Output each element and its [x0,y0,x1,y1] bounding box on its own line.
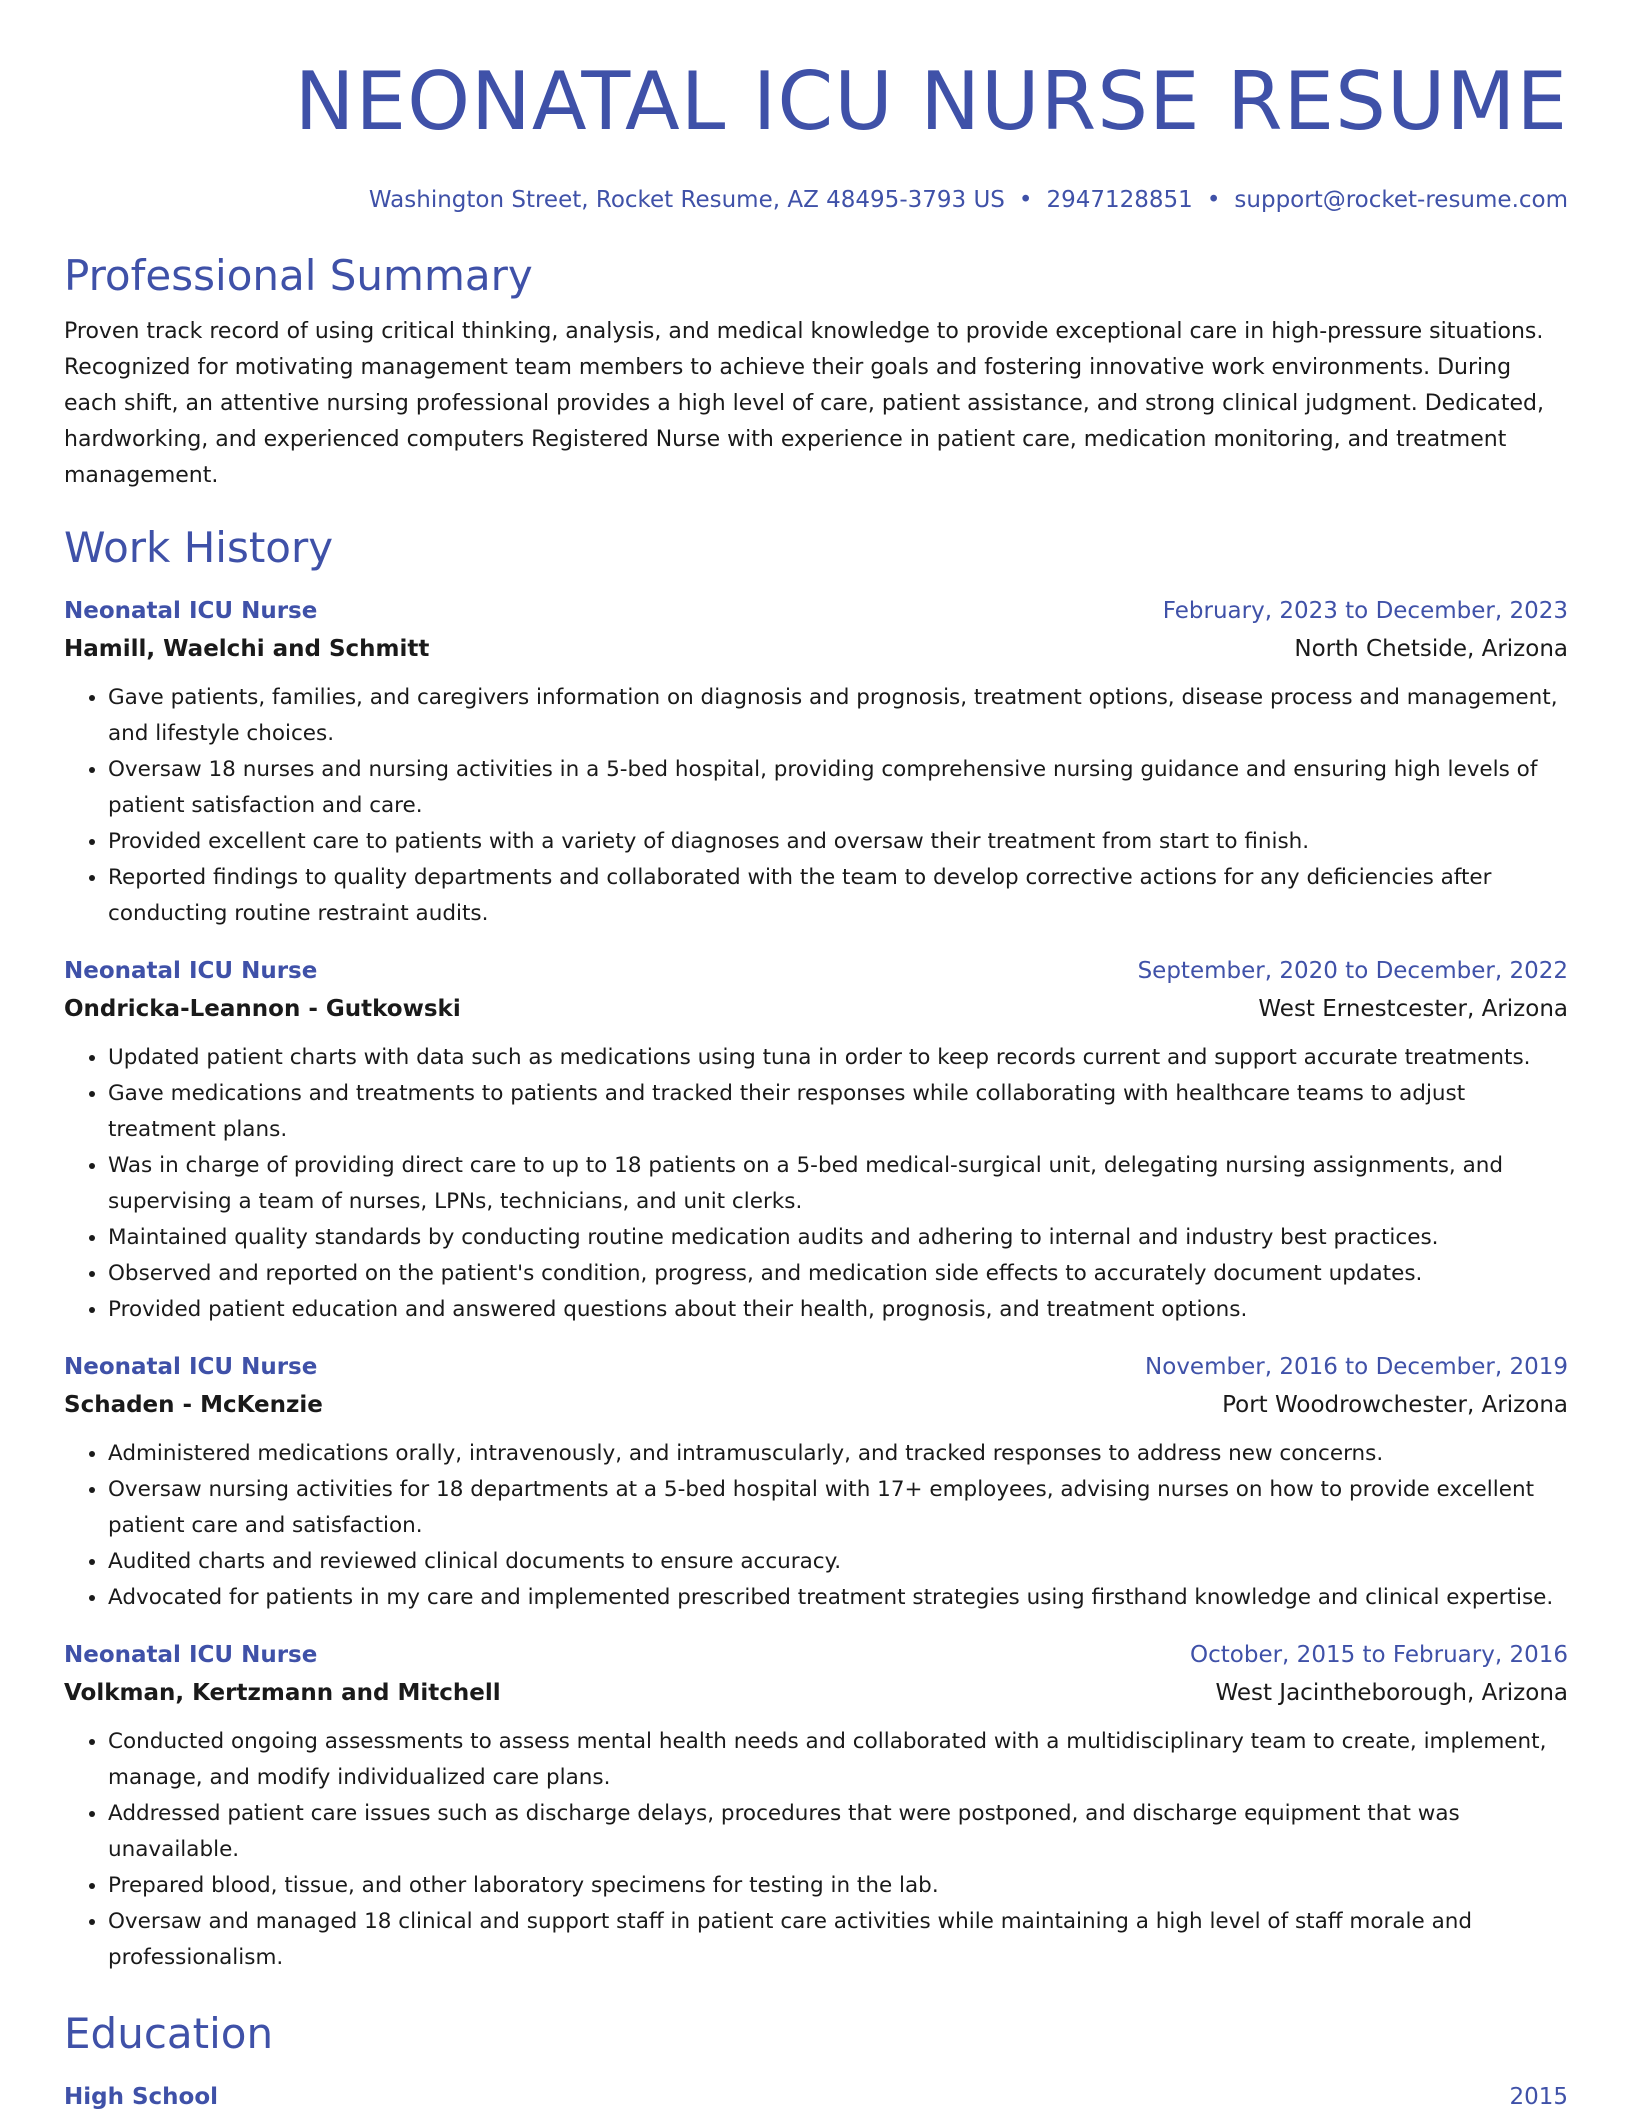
job-bullet: • Provided patient education and answered questions about their health, prognosis, and treatment options. [108,1292,1568,1328]
job-bullets [64,1040,1568,1328]
job-location: North Chetside, Arizona [1294,636,1568,662]
job-title: Neonatal ICU Nurse [64,1642,318,1668]
job-company: Volkman, Kertzmann and Mitchell [64,1680,501,1706]
job-entry [64,1348,1568,1616]
job-bullet: • Conducted ongoing assessments to assess mental health needs and collaborated with a multidisciplinary team to create, implement, manage, and modify individualized care plans. [108,1724,1568,1796]
job-bullets [64,680,1568,932]
job-bullet: • Administered medications orally, intravenously, and intramuscularly, and tracked responses to address new concerns. [108,1436,1568,1472]
job-location: Port Woodrowchester, Arizona [1222,1392,1568,1418]
job-bullet: • Prepared blood, tissue, and other laboratory specimens for testing in the lab. [108,1868,1568,1904]
contact-separator: • [1206,187,1221,213]
summary-text: Proven track record of using critical thinking, analysis, and medical knowledge to provide exceptional care in high-pressure situations. Recognized for motivating management team members to achieve their goals and fostering innovative work environments. During each shift, an attentive nursing professional provides a high level of care, patient assistance, and strong clinical judgment. Dedicated, hardworking, and experienced computers Registered Nurse with experience in patient care, medication monitoring, and treatment management. [64,319,1544,488]
contact-phone: 2947128851 [1046,187,1193,213]
job-bullet: • Was in charge of providing direct care to up to 18 patients on a 5-bed medical-surgical unit, delegating nursing assignments, and supervising a team of nurses, LPNs, technicians, and unit clerks. [108,1148,1568,1220]
contact-line [64,184,1568,216]
job-bullet: • Maintained quality standards by conducting routine medication audits and adhering to internal and industry best practices. [108,1220,1568,1256]
job-header-row [64,952,1568,990]
job-company-row [64,1674,1568,1712]
job-bullet: • Oversaw nursing activities for 18 departments at a 5-bed hospital with 17+ employees, advising nurses on how to provide excellent patient care and satisfaction. [108,1472,1568,1544]
job-bullet: • Addressed patient care issues such as discharge delays, procedures that were postponed, and discharge equipment that was unavailable. [108,1796,1568,1868]
job-company: Schaden - McKenzie [64,1392,323,1418]
job-dates: November, 2016 to December, 2019 [1145,1354,1568,1380]
job-bullet: • Advocated for patients in my care and implemented prescribed treatment strategies using firsthand knowledge and clinical expertise. [108,1580,1568,1616]
job-dates: September, 2020 to December, 2022 [1137,958,1568,984]
job-company-row [64,990,1568,1028]
job-entry [64,1636,1568,1976]
job-header-row [64,1348,1568,1386]
job-bullet: • Reported findings to quality departments and collaborated with the team to develop corrective actions for any deficiencies after conducting routine restraint audits. [108,860,1568,932]
work-history-heading: Work History [64,523,334,572]
job-location: West Ernestcester, Arizona [1258,996,1568,1022]
education-list [64,2078,1568,2112]
job-bullet: • Updated patient charts with data such as medications using tuna in order to keep records current and support accurate treatments. [108,1040,1568,1076]
education-year: 2015 [1509,2084,1568,2110]
job-bullets [64,1436,1568,1616]
job-location: West Jacintheborough, Arizona [1215,1680,1568,1706]
job-bullet: • Oversaw and managed 18 clinical and support staff in patient care activities while maintaining a high level of staff morale and professionalism. [108,1904,1568,1976]
job-company: Ondricka-Leannon - Gutkowski [64,996,461,1022]
job-bullet: • Provided excellent care to patients with a variety of diagnoses and oversaw their treatment from start to finish. [108,824,1568,860]
education-heading: Education [64,2009,274,2058]
job-bullet: • Observed and reported on the patient's condition, progress, and medication side effects to accurately document updates. [108,1256,1568,1292]
job-company-row [64,630,1568,668]
resume-title: NEONATAL ICU NURSE RESUME [294,55,1568,148]
job-header-row [64,1636,1568,1674]
job-title: Neonatal ICU Nurse [64,1354,318,1380]
job-header-row [64,592,1568,630]
contact-address: Washington Street, Rocket Resume, AZ 48495-3793 US [368,187,1005,213]
contact-email: support@rocket-resume.com [1234,187,1568,213]
job-title: Neonatal ICU Nurse [64,598,318,624]
job-entry [64,952,1568,1328]
job-bullet: • Oversaw 18 nurses and nursing activities in a 5-bed hospital, providing comprehensive nursing guidance and ensuring high levels of patient satisfaction and care. [108,752,1568,824]
contact-separator: • [1018,187,1033,213]
education-entry [64,2078,1568,2112]
job-bullet: • Audited charts and reviewed clinical documents to ensure accuracy. [108,1544,1568,1580]
job-bullet: • Gave medications and treatments to patients and tracked their responses while collaborating with healthcare teams to adjust treatment plans. [108,1076,1568,1148]
education-degree: High School [64,2084,219,2110]
job-company: Hamill, Waelchi and Schmitt [64,636,430,662]
job-entry [64,592,1568,932]
job-dates: October, 2015 to February, 2016 [1190,1642,1568,1668]
job-dates: February, 2023 to December, 2023 [1162,598,1568,624]
work-history-list [64,592,1568,1976]
job-company-row [64,1386,1568,1424]
job-title: Neonatal ICU Nurse [64,958,318,984]
summary-heading: Professional Summary [64,251,533,300]
job-bullet: • Gave patients, families, and caregivers information on diagnosis and prognosis, treatment options, disease process and management, and lifestyle choices. [108,680,1568,752]
job-bullets [64,1724,1568,1976]
